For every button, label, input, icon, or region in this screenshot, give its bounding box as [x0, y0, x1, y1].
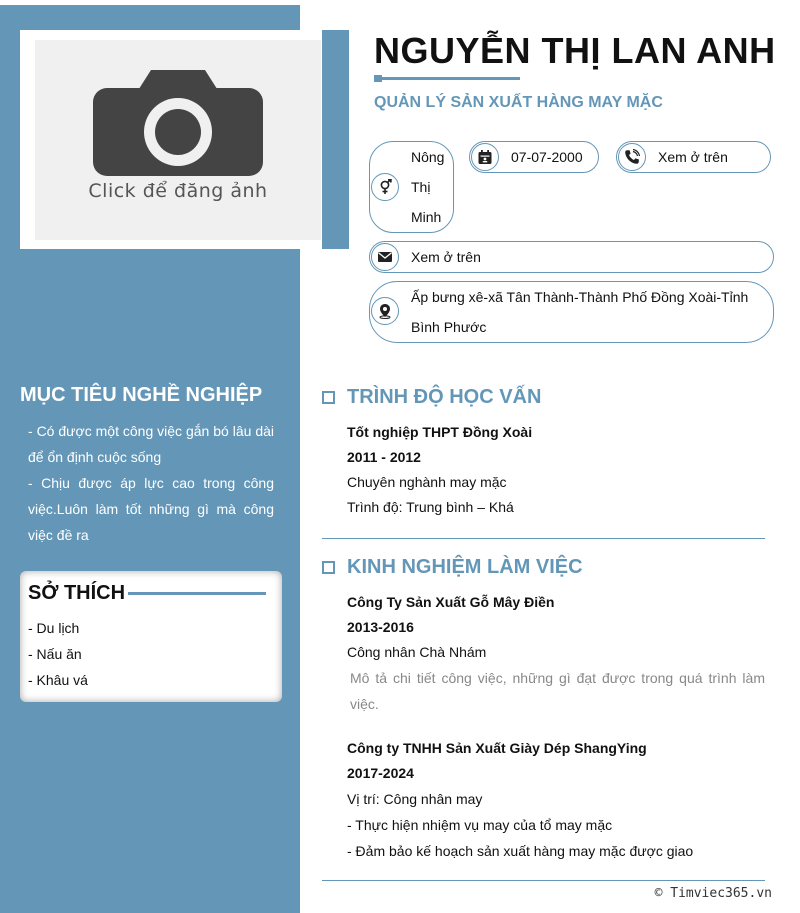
objective-title: MỤC TIÊU NGHỀ NGHIỆP: [20, 384, 263, 406]
gender-value: [411, 142, 453, 232]
hobby-title-underline: [128, 592, 266, 595]
education-section-title: [322, 386, 541, 409]
job-line: Vị trí: Công nhân may: [347, 791, 483, 807]
objective-text: [28, 418, 274, 548]
education-school: Tốt nghiệp THPT Đồng Xoài: [347, 424, 533, 440]
objective-line: - Chịu được áp lực cao trong công việc.Luôn làm tốt những gì mà công việc đề ra: [28, 475, 274, 543]
location-icon: [371, 297, 399, 325]
hobby-item: - Du lịch: [28, 620, 80, 636]
section-divider: [322, 538, 765, 539]
job-line: - Đảm bảo kế hoạch sản xuất hàng may mặc được giao: [347, 843, 694, 859]
upload-photo-button[interactable]: [35, 40, 321, 240]
phone-value: Xem ở trên: [658, 149, 728, 165]
name-underline: [378, 77, 520, 80]
objective-line: - Có được một công việc gắn bó lâu dài để ổn định cuộc sống: [28, 423, 274, 465]
address-field: [369, 281, 774, 343]
experience-job-1: [347, 590, 765, 717]
education-years: 2011 - 2012: [347, 449, 421, 465]
square-bullet-icon: [322, 561, 335, 574]
phone-icon: [618, 143, 646, 171]
education-block: [347, 420, 765, 520]
job-company: Công ty TNHH Sản Xuất Giày Dép ShangYing: [347, 740, 647, 756]
education-major: Chuyên nghành may mặc: [347, 474, 507, 490]
gender-line: Thị: [411, 179, 431, 195]
education-level: Trình độ: Trung bình – Khá: [347, 499, 514, 515]
experience-section-title: [322, 556, 583, 579]
photo-accent-stripe: [322, 30, 349, 249]
email-icon: [371, 243, 399, 271]
hobby-item: - Khâu vá: [28, 672, 88, 688]
gender-line: Minh: [411, 209, 442, 225]
job-title: QUẢN LÝ SẢN XUẤT HÀNG MAY MẶC: [374, 94, 663, 111]
job-company: Công Ty Sản Xuất Gỗ Mây Điền: [347, 594, 555, 610]
candidate-name: NGUYỄN THỊ LAN ANH: [374, 30, 776, 71]
address-value: Ấp bưng xê-xã Tân Thành-Thành Phố Đồng Xoài-Tỉnh Bình Phước: [411, 289, 749, 335]
job-years: 2017-2024: [347, 765, 414, 781]
hobby-list: [28, 615, 88, 693]
hobby-item: - Nấu ăn: [28, 646, 82, 662]
camera-icon: [93, 70, 263, 176]
dob-value: 07-07-2000: [511, 149, 583, 165]
job-description: Mô tả chi tiết công việc, những gì đạt được trong quá trình làm việc.: [350, 670, 765, 712]
section-divider: [322, 880, 765, 881]
dob-field: [469, 141, 599, 173]
gender-line: Nông: [411, 149, 445, 165]
phone-field: [616, 141, 771, 173]
footer-copyright: © Timviec365.vn: [654, 886, 772, 901]
email-value: Xem ở trên: [411, 249, 481, 265]
photo-caption: Click để đăng ảnh: [88, 180, 268, 202]
calendar-icon: [471, 143, 499, 171]
job-years: 2013-2016: [347, 619, 414, 635]
square-bullet-icon: [322, 391, 335, 404]
job-line: - Thực hiện nhiệm vụ may của tổ may mặc: [347, 817, 613, 833]
gender-icon: [371, 173, 399, 201]
gender-field: [369, 141, 454, 233]
experience-job-2: [347, 736, 765, 864]
hobby-title: SỞ THÍCH: [28, 582, 126, 604]
email-field: [369, 241, 774, 273]
experience-title: KINH NGHIỆM LÀM VIỆC: [347, 556, 583, 578]
education-title: TRÌNH ĐỘ HỌC VẤN: [347, 386, 542, 408]
job-line: Công nhân Chà Nhám: [347, 644, 487, 660]
hobby-card: [20, 571, 282, 702]
